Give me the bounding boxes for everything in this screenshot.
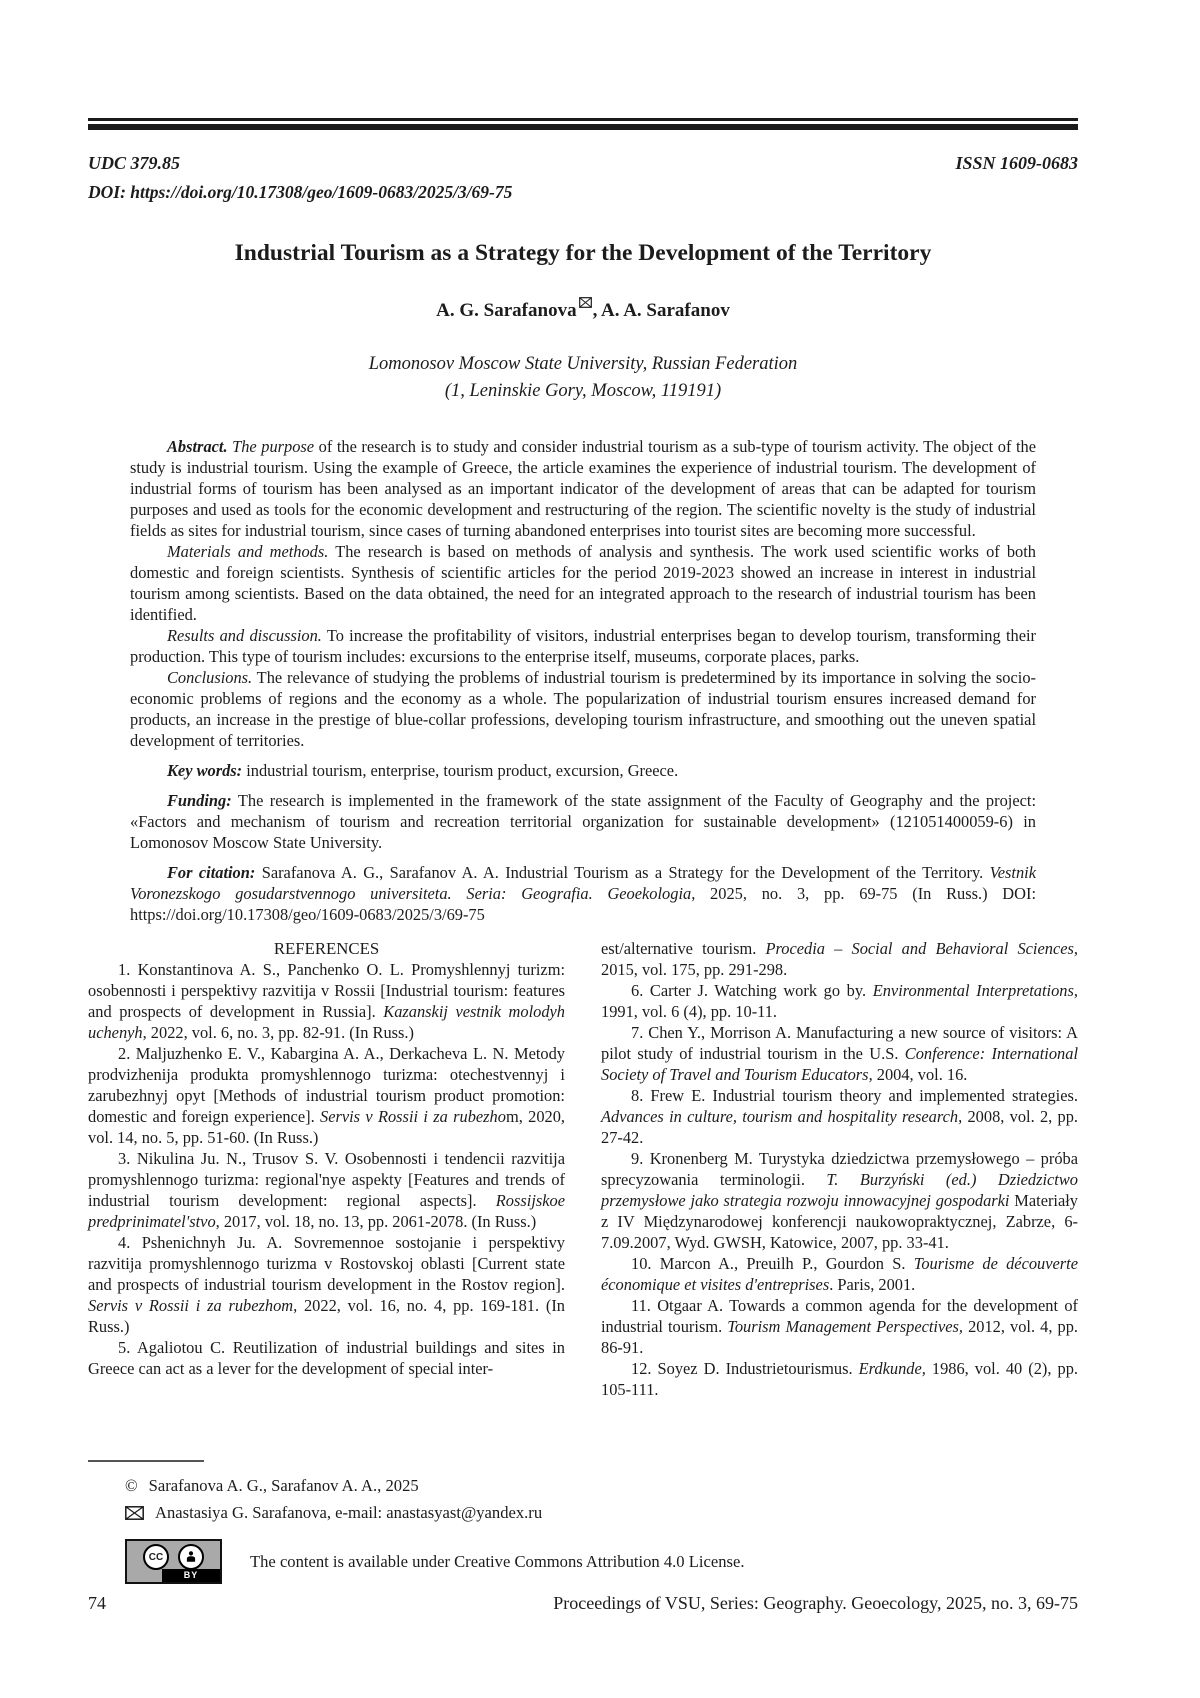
byline (88, 300, 1078, 322)
references-section (88, 938, 1078, 1400)
references-column-1 (88, 938, 565, 1400)
mail-envelope-icon (125, 1506, 144, 1520)
copyright-text: Sarafanova A. G., Sarafanov A. A., 2025 (148, 1476, 419, 1495)
abstract-paragraph: For citation: Sarafanova A. G., Sarafanov A. A. Industrial Tourism as a Strategy for the Development of the Territory. Vestnik Voronezskogo gosudarstvennogo universiteta. Seria: Geografia. Geoekologia, 2025, no. 3, pp. 69-75 (In Russ.) DOI: https://doi.org/10.17308/geo/1609-0683/2025/3/69-75 (130, 863, 1037, 924)
page-number: 74 (88, 1593, 106, 1613)
cc-by-license-badge (125, 1539, 222, 1584)
reference-item: 10. Marcon A., Preuilh P., Gourdon S. Tourisme de découverte économique et visites d'entreprises. Paris, 2001. (601, 1254, 1078, 1294)
affiliation-line-1: Lomonosov Moscow State University, Russian Federation (368, 354, 798, 374)
reference-item: 7. Chen Y., Morrison A. Manufacturing a new source of visitors: A pilot study of industrial tourism in the U.S. Conference: International Society of Travel and Tourism Educators, 2004, vol. 16. (601, 1023, 1078, 1084)
reference-item: 4. Pshenichnyh Ju. A. Sovremennoe sostojanie i perspektivy razvitija promyshlennogo turizma v Rostovskoj oblasti [Current state and prospects of industrial tourism development in the Rostov region]. Servis v Rossii i za rubezhom, 2022, vol. 16, no. 4, pp. 169-181. (In Russ.) (88, 1233, 565, 1336)
license-text: The content is available under Creative Commons Attribution 4.0 License. (250, 1551, 745, 1571)
abstract-paragraph: Materials and methods. The research is based on methods of analysis and synthesis. The work used scientific works of both domestic and foreign scientists. Synthesis of scientific articles for the period 2019-2023 showed an increase in interest in industrial tourism among scientists. Based on the data obtained, the need for an integrated approach to the research of industrial tourism has been identified. (130, 542, 1037, 624)
footnote-separator (88, 1460, 204, 1462)
references-column-2 (601, 938, 1078, 1400)
reference-item: 12. Soyez D. Industrietourismus. Erdkunde, 1986, vol. 40 (2), pp. 105-111. (601, 1359, 1079, 1399)
reference-item: 11. Otgaar A. Towards a common agenda for the development of industrial tourism. Tourism Management Perspectives, 2012, vol. 4, pp. 86-91. (601, 1296, 1078, 1357)
abstract-paragraph: Funding: The research is implemented in the framework of the state assignment of the Faculty of Geography and the project: «Factors and mechanism of tourism and recreation territorial organization for sustainable development» (121051400059-6) in Lomonosov Moscow State University. (130, 791, 1036, 852)
reference-item: 8. Frew E. Industrial tourism theory and implemented strategies. Advances in culture, tourism and hospitality research, 2008, vol. 2, pp. 27-42. (601, 1086, 1079, 1147)
reference-item: 1. Konstantinova A. S., Panchenko O. L. Promyshlennyj turizm: osobennosti i perspektivy razvitija v Rossii [Industrial tourism: features and prospects of development in Russia]. Kazanskij vestnik molodyh uchenyh, 2022, vol. 6, no. 3, pp. 82-91. (In Russ.) (88, 960, 565, 1042)
journal-reference: Proceedings of VSU, Series: Geography. Geoecology, 2025, no. 3, 69-75 (553, 1593, 1078, 1613)
abstract-paragraph: Conclusions. The relevance of studying the problems of industrial tourism is predetermined by its importance in solving the socio-economic problems of regions and the economy as a whole. The popularization of industrial tourism ensures increased demand for products, an increase in the prestige of blue-collar professions, developing tourism infrastructure, and smoothing out the uneven spatial development of territories. (130, 668, 1036, 750)
header-double-rule (88, 118, 1078, 130)
author-2: , A. A. Sarafanov (592, 300, 730, 321)
cc-icon-label: CC (148, 1551, 164, 1563)
reference-item: 9. Kronenberg M. Turystyka dziedzictwa przemysłowego – próba sprecyzowania terminologii. T. Burzyński (ed.) Dziedzictwo przemysłowe jako strategia rozwoju innowacyjnej gospodarki Materiały z IV Międzynarodowej konferencji naukowopraktycznej, Zabrze, 6-7.09.2007, Wyd. GWSH, Katowice, 2007, pp. 33-41. (601, 1149, 1079, 1252)
reference-item: est/alternative tourism. Procedia – Social and Behavioral Sciences, 2015, vol. 175, pp. 291-298. (601, 939, 1078, 979)
issn-code: ISSN 1609-0683 (955, 153, 1078, 173)
author-1: A. G. Sarafanova (436, 300, 577, 321)
abstract-paragraph: Abstract. The purpose of the research is to study and consider industrial tourism as a sub-type of tourism activity. The object of the study is industrial tourism. Using the example of Greece, the article examines the experience of industrial tourism. The development of industrial forms of tourism has been analysed as an important indicator of the development of areas that can be adapted for tourism purposes and used as tools for the economic development and restructuring of the region. The scientific novelty is the study of industrial fields as sites for industrial tourism, since cases of turning abandoned enterprises into tourist sites are becoming more successful. (130, 437, 1036, 540)
references-heading: REFERENCES (273, 939, 380, 958)
contact-email-text: Anastasiya G. Sarafanova, e-mail: anastasyast@yandex.ru (155, 1503, 543, 1522)
abstract-block (130, 436, 1036, 925)
footnote-block (88, 1460, 988, 1584)
cc-icon (143, 1544, 169, 1570)
envelope-icon (579, 292, 592, 314)
cc-by-label: BY (162, 1569, 220, 1582)
abstract-paragraph: Results and discussion. To increase the profitability of visitors, industrial enterprises began to develop tourism, transforming their production. This type of tourism includes: excursions to the enterprise itself, museums, corporate places, parks. (130, 626, 1036, 666)
affiliation (88, 351, 1078, 405)
person-attribution-icon (178, 1544, 204, 1570)
reference-item: 2. Maljuzhenko E. V., Kabargina A. A., Derkacheva L. N. Metody prodvizhenija produkta promyshlennogo turizma: otechestvennyj i zarubezhnyj opyt [Methods of industrial tourism product promotion: domestic and foreign experience]. Servis v Rossii i za rubezhom, 2020, vol. 14, no. 5, pp. 51-60. (In Russ.) (88, 1044, 565, 1147)
reference-item: 5. Agaliotou C. Reutilization of industrial buildings and sites in Greece can act as a lever for the development of special inter- (88, 1338, 565, 1378)
affiliation-line-2: (1, Leninskie Gory, Moscow, 119191) (444, 381, 722, 401)
page-title: Industrial Tourism as a Strategy for the Development of the Territory (234, 240, 932, 266)
copyright-icon: © (125, 1476, 138, 1495)
udc-code: UDC 379.85 (88, 153, 181, 173)
reference-item: 3. Nikulina Ju. N., Trusov S. V. Osobennosti i tendencii razvitija promyshlennogo turizma: regional'nye aspekty [Features and trends of industrial tourism development: regional aspects]. Rossijskoe predprinimatel'stvo, 2017, vol. 18, no. 13, pp. 2061-2078. (In Russ.) (88, 1149, 565, 1231)
doi-line: DOI: https://doi.org/10.17308/geo/1609-0683/2025/3/69-75 (88, 182, 513, 202)
running-footer (88, 1593, 1078, 1614)
reference-item: 6. Carter J. Watching work go by. Environmental Interpretations, 1991, vol. 6 (4), pp. 10-11. (601, 981, 1078, 1021)
abstract-paragraph: Key words: industrial tourism, enterprise, tourism product, excursion, Greece. (167, 761, 679, 780)
